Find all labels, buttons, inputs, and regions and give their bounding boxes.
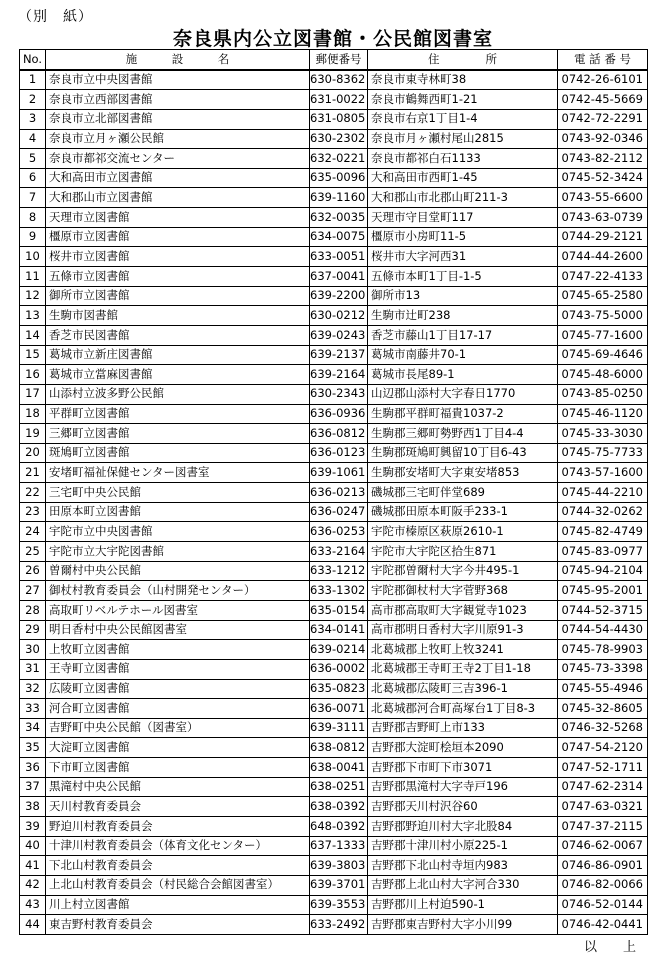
phone-number: 0746-42-0441 — [558, 915, 648, 935]
row-number: 42 — [20, 875, 46, 895]
phone-number: 0747-63-0321 — [558, 797, 648, 817]
address: 天理市守目堂町117 — [368, 208, 558, 228]
address: 高市郡明日香村大字川原91-3 — [368, 620, 558, 640]
phone-number: 0745-52-3424 — [558, 168, 648, 188]
address: 吉野郡天川村沢谷60 — [368, 797, 558, 817]
phone-number: 0743-55-6600 — [558, 188, 648, 208]
table-row — [20, 325, 648, 345]
postal-code: 638-0251 — [310, 777, 368, 797]
table-row — [20, 463, 648, 483]
table-row — [20, 699, 648, 719]
row-number: 36 — [20, 758, 46, 778]
facility-name: 葛城市立當麻図書館 — [46, 365, 310, 385]
row-number: 4 — [20, 129, 46, 149]
header-no: No. — [20, 50, 46, 70]
facility-name: 吉野町中央公民館（図書室） — [46, 718, 310, 738]
table-row — [20, 640, 648, 660]
table-row — [20, 816, 648, 836]
row-number: 44 — [20, 915, 46, 935]
facility-name: 奈良市立中央図書館 — [46, 70, 310, 90]
table-row — [20, 542, 648, 562]
table-row — [20, 208, 648, 228]
row-number: 5 — [20, 149, 46, 169]
phone-number: 0745-33-3030 — [558, 424, 648, 444]
phone-number: 0743-57-1600 — [558, 463, 648, 483]
row-number: 25 — [20, 542, 46, 562]
table-row — [20, 679, 648, 699]
row-number: 20 — [20, 443, 46, 463]
row-number: 32 — [20, 679, 46, 699]
library-directory-table — [19, 49, 648, 935]
row-number: 22 — [20, 483, 46, 503]
table-row — [20, 109, 648, 129]
address: 葛城市南藤井70-1 — [368, 345, 558, 365]
address: 高市郡高取町大字観覚寺1023 — [368, 600, 558, 620]
table-row — [20, 384, 648, 404]
table-row — [20, 168, 648, 188]
address: 吉野郡野迫川村大字北股84 — [368, 816, 558, 836]
facility-name: 五條市立図書館 — [46, 267, 310, 287]
row-number: 43 — [20, 895, 46, 915]
facility-name: 広陵町立図書館 — [46, 679, 310, 699]
phone-number: 0746-62-0067 — [558, 836, 648, 856]
phone-number: 0745-55-4946 — [558, 679, 648, 699]
address: 北葛城郡広陵町三吉396-1 — [368, 679, 558, 699]
facility-name: 大和郡山市立図書館 — [46, 188, 310, 208]
phone-number: 0747-52-1711 — [558, 758, 648, 778]
row-number: 16 — [20, 365, 46, 385]
postal-code: 638-0041 — [310, 758, 368, 778]
postal-code: 633-1302 — [310, 581, 368, 601]
facility-name: 河合町立図書館 — [46, 699, 310, 719]
phone-number: 0744-44-2600 — [558, 247, 648, 267]
address: 奈良市右京1丁目1-4 — [368, 109, 558, 129]
address: 吉野郡上北山村大字河合330 — [368, 875, 558, 895]
row-number: 2 — [20, 90, 46, 110]
phone-number: 0745-46-1120 — [558, 404, 648, 424]
address: 大和高田市西町1-45 — [368, 168, 558, 188]
row-number: 18 — [20, 404, 46, 424]
address: 生駒郡三郷町勢野西1丁目4-4 — [368, 424, 558, 444]
address: 吉野郡十津川村小原225-1 — [368, 836, 558, 856]
table-row — [20, 600, 648, 620]
row-number: 1 — [20, 70, 46, 90]
postal-code: 639-2164 — [310, 365, 368, 385]
phone-number: 0747-54-2120 — [558, 738, 648, 758]
phone-number: 0744-54-4430 — [558, 620, 648, 640]
table-row — [20, 365, 648, 385]
facility-name: 曽爾村中央公民館 — [46, 561, 310, 581]
postal-code: 636-0812 — [310, 424, 368, 444]
postal-code: 635-0096 — [310, 168, 368, 188]
row-number: 15 — [20, 345, 46, 365]
facility-name: 宇陀市立中央図書館 — [46, 522, 310, 542]
postal-code: 630-8362 — [310, 70, 368, 90]
postal-code: 637-0041 — [310, 267, 368, 287]
postal-code: 635-0823 — [310, 679, 368, 699]
table-row — [20, 424, 648, 444]
phone-number: 0745-73-3398 — [558, 659, 648, 679]
table-row — [20, 856, 648, 876]
postal-code: 639-3553 — [310, 895, 368, 915]
facility-name: 奈良市立西部図書館 — [46, 90, 310, 110]
facility-name: 奈良市立北部図書館 — [46, 109, 310, 129]
postal-code: 636-0936 — [310, 404, 368, 424]
facility-name: 十津川村教育委員会（体育文化センター） — [46, 836, 310, 856]
row-number: 14 — [20, 325, 46, 345]
row-number: 33 — [20, 699, 46, 719]
row-number: 3 — [20, 109, 46, 129]
postal-code: 636-0123 — [310, 443, 368, 463]
row-number: 17 — [20, 384, 46, 404]
address: 吉野郡下市町下市3071 — [368, 758, 558, 778]
address: 橿原市小房町11-5 — [368, 227, 558, 247]
address: 香芝市藤山1丁目17-17 — [368, 325, 558, 345]
address: 奈良市月ヶ瀬村尾山2815 — [368, 129, 558, 149]
phone-number: 0746-82-0066 — [558, 875, 648, 895]
phone-number: 0743-92-0346 — [558, 129, 648, 149]
row-number: 29 — [20, 620, 46, 640]
facility-name: 平群町立図書館 — [46, 404, 310, 424]
row-number: 6 — [20, 168, 46, 188]
address: 奈良市都祁白石1133 — [368, 149, 558, 169]
phone-number: 0746-86-0901 — [558, 856, 648, 876]
table-row — [20, 188, 648, 208]
facility-name: 下市町立図書館 — [46, 758, 310, 778]
facility-name: 山添村立波多野公民館 — [46, 384, 310, 404]
table-header-row — [20, 50, 648, 70]
address: 五條市本町1丁目-1-5 — [368, 267, 558, 287]
phone-number: 0746-32-5268 — [558, 718, 648, 738]
phone-number: 0745-75-7733 — [558, 443, 648, 463]
phone-number: 0745-32-8605 — [558, 699, 648, 719]
postal-code: 639-2200 — [310, 286, 368, 306]
postal-code: 636-0253 — [310, 522, 368, 542]
row-number: 13 — [20, 306, 46, 326]
postal-code: 630-0212 — [310, 306, 368, 326]
address: 生駒郡斑鳩町興留10丁目6-43 — [368, 443, 558, 463]
table-row — [20, 286, 648, 306]
address: 葛城市長尾89-1 — [368, 365, 558, 385]
phone-number: 0745-44-2210 — [558, 483, 648, 503]
closing-mark: 以上 — [584, 940, 663, 955]
address: 北葛城郡上牧町上牧3241 — [368, 640, 558, 660]
phone-number: 0744-29-2121 — [558, 227, 648, 247]
phone-number: 0745-95-2001 — [558, 581, 648, 601]
address: 磯城郡田原本町阪手233-1 — [368, 502, 558, 522]
row-number: 28 — [20, 600, 46, 620]
table-row — [20, 149, 648, 169]
postal-code: 639-1160 — [310, 188, 368, 208]
facility-name: 三宅町中央公民館 — [46, 483, 310, 503]
address: 吉野郡東吉野村大字小川99 — [368, 915, 558, 935]
facility-name: 斑鳩町立図書館 — [46, 443, 310, 463]
table-row — [20, 247, 648, 267]
facility-name: 香芝市民図書館 — [46, 325, 310, 345]
postal-code: 631-0805 — [310, 109, 368, 129]
table-row — [20, 797, 648, 817]
phone-number: 0745-48-6000 — [558, 365, 648, 385]
annex-label: （別 紙） — [18, 9, 93, 25]
facility-name: 御杖村教育委員会（山村開発センター） — [46, 581, 310, 601]
facility-name: 上牧町立図書館 — [46, 640, 310, 660]
address: 奈良市東寺林町38 — [368, 70, 558, 90]
phone-number: 0746-52-0144 — [558, 895, 648, 915]
address: 大和郡山市北郡山町211-3 — [368, 188, 558, 208]
header-facility-name: 施 設 名 — [46, 50, 310, 70]
table-row — [20, 129, 648, 149]
phone-number: 0743-75-5000 — [558, 306, 648, 326]
row-number: 41 — [20, 856, 46, 876]
row-number: 30 — [20, 640, 46, 660]
facility-name: 大和高田市立図書館 — [46, 168, 310, 188]
facility-name: 橿原市立図書館 — [46, 227, 310, 247]
facility-name: 野迫川村教育委員会 — [46, 816, 310, 836]
row-number: 31 — [20, 659, 46, 679]
address: 宇陀郡御杖村大字菅野368 — [368, 581, 558, 601]
address: 宇陀市榛原区萩原2610-1 — [368, 522, 558, 542]
phone-number: 0742-45-5669 — [558, 90, 648, 110]
phone-number: 0745-83-0977 — [558, 542, 648, 562]
facility-name: 王寺町立図書館 — [46, 659, 310, 679]
postal-code: 633-2492 — [310, 915, 368, 935]
table-row — [20, 659, 648, 679]
table-row — [20, 306, 648, 326]
table-row — [20, 522, 648, 542]
row-number: 9 — [20, 227, 46, 247]
postal-code: 633-0051 — [310, 247, 368, 267]
facility-name: 桜井市立図書館 — [46, 247, 310, 267]
phone-number: 0747-62-2314 — [558, 777, 648, 797]
facility-name: 生駒市図書館 — [46, 306, 310, 326]
postal-code: 639-0214 — [310, 640, 368, 660]
row-number: 11 — [20, 267, 46, 287]
address: 生駒郡安堵町大字東安堵853 — [368, 463, 558, 483]
phone-number: 0742-26-6101 — [558, 70, 648, 90]
row-number: 24 — [20, 522, 46, 542]
table-row — [20, 895, 648, 915]
facility-name: 東吉野村教育委員会 — [46, 915, 310, 935]
facility-name: 下北山村教育委員会 — [46, 856, 310, 876]
postal-code: 632-0035 — [310, 208, 368, 228]
facility-name: 田原本町立図書館 — [46, 502, 310, 522]
postal-code: 636-0247 — [310, 502, 368, 522]
row-number: 34 — [20, 718, 46, 738]
table-row — [20, 836, 648, 856]
address: 宇陀郡曽爾村大字今井495-1 — [368, 561, 558, 581]
table-row — [20, 758, 648, 778]
postal-code: 634-0075 — [310, 227, 368, 247]
table-row — [20, 70, 648, 90]
phone-number: 0747-22-4133 — [558, 267, 648, 287]
postal-code: 639-3111 — [310, 718, 368, 738]
table-row — [20, 90, 648, 110]
address: 山辺郡山添村大字春日1770 — [368, 384, 558, 404]
table-row — [20, 875, 648, 895]
row-number: 21 — [20, 463, 46, 483]
phone-number: 0742-72-2291 — [558, 109, 648, 129]
postal-code: 633-1212 — [310, 561, 368, 581]
facility-name: 奈良市立月ヶ瀬公民館 — [46, 129, 310, 149]
phone-number: 0745-69-4646 — [558, 345, 648, 365]
row-number: 38 — [20, 797, 46, 817]
header-postal-code: 郵便番号 — [310, 50, 368, 70]
table-row — [20, 738, 648, 758]
address: 生駒市辻町238 — [368, 306, 558, 326]
postal-code: 639-2137 — [310, 345, 368, 365]
row-number: 40 — [20, 836, 46, 856]
table-row — [20, 443, 648, 463]
postal-code: 634-0141 — [310, 620, 368, 640]
phone-number: 0745-65-2580 — [558, 286, 648, 306]
row-number: 26 — [20, 561, 46, 581]
phone-number: 0744-52-3715 — [558, 600, 648, 620]
row-number: 27 — [20, 581, 46, 601]
row-number: 39 — [20, 816, 46, 836]
facility-name: 奈良市都祁交流センター — [46, 149, 310, 169]
postal-code: 630-2302 — [310, 129, 368, 149]
table-row — [20, 915, 648, 935]
row-number: 12 — [20, 286, 46, 306]
postal-code: 635-0154 — [310, 600, 368, 620]
row-number: 23 — [20, 502, 46, 522]
postal-code: 636-0071 — [310, 699, 368, 719]
address: 北葛城郡河合町高塚台1丁目8-3 — [368, 699, 558, 719]
table-row — [20, 777, 648, 797]
facility-name: 御所市立図書館 — [46, 286, 310, 306]
phone-number: 0745-82-4749 — [558, 522, 648, 542]
facility-name: 天理市立図書館 — [46, 208, 310, 228]
postal-code: 639-3803 — [310, 856, 368, 876]
table-row — [20, 561, 648, 581]
address: 吉野郡黒滝村大字寺戸196 — [368, 777, 558, 797]
facility-name: 宇陀市立大宇陀図書館 — [46, 542, 310, 562]
phone-number: 0747-37-2115 — [558, 816, 648, 836]
phone-number: 0745-78-9903 — [558, 640, 648, 660]
address: 御所市13 — [368, 286, 558, 306]
address: 生駒郡平群町福貴1037-2 — [368, 404, 558, 424]
postal-code: 630-2343 — [310, 384, 368, 404]
header-phone: 電 話 番 号 — [558, 50, 648, 70]
facility-name: 上北山村教育委員会（村民総合会館図書室） — [46, 875, 310, 895]
row-number: 7 — [20, 188, 46, 208]
phone-number: 0745-77-1600 — [558, 325, 648, 345]
document-title: 奈良県内公立図書館・公民館図書室 — [172, 28, 493, 50]
postal-code: 638-0392 — [310, 797, 368, 817]
address: 吉野郡大淀町桧垣本2090 — [368, 738, 558, 758]
postal-code: 639-3701 — [310, 875, 368, 895]
postal-code: 632-0221 — [310, 149, 368, 169]
postal-code: 639-1061 — [310, 463, 368, 483]
table-row — [20, 620, 648, 640]
phone-number: 0743-85-0250 — [558, 384, 648, 404]
postal-code: 633-2164 — [310, 542, 368, 562]
address: 吉野郡吉野町上市133 — [368, 718, 558, 738]
table-row — [20, 718, 648, 738]
table-row — [20, 502, 648, 522]
address: 宇陀市大宇陀区拾生871 — [368, 542, 558, 562]
facility-name: 天川村教育委員会 — [46, 797, 310, 817]
table-row — [20, 581, 648, 601]
facility-name: 川上村立図書館 — [46, 895, 310, 915]
phone-number: 0743-82-2112 — [558, 149, 648, 169]
facility-name: 高取町リベルテホール図書室 — [46, 600, 310, 620]
address: 吉野郡下北山村寺垣内983 — [368, 856, 558, 876]
postal-code: 631-0022 — [310, 90, 368, 110]
postal-code: 638-0812 — [310, 738, 368, 758]
table-row — [20, 267, 648, 287]
row-number: 19 — [20, 424, 46, 444]
address: 奈良市鶴舞西町1-21 — [368, 90, 558, 110]
row-number: 37 — [20, 777, 46, 797]
facility-name: 黒滝村中央公民館 — [46, 777, 310, 797]
postal-code: 648-0392 — [310, 816, 368, 836]
address: 北葛城郡王寺町王寺2丁目1-18 — [368, 659, 558, 679]
address: 磯城郡三宅町伴堂689 — [368, 483, 558, 503]
facility-name: 大淀町立図書館 — [46, 738, 310, 758]
address: 桜井市大字河西31 — [368, 247, 558, 267]
table-row — [20, 227, 648, 247]
phone-number: 0743-63-0739 — [558, 208, 648, 228]
facility-name: 明日香村中央公民館図書室 — [46, 620, 310, 640]
phone-number: 0744-32-0262 — [558, 502, 648, 522]
facility-name: 安堵町福祉保健センター図書室 — [46, 463, 310, 483]
header-address: 住 所 — [368, 50, 558, 70]
postal-code: 636-0213 — [310, 483, 368, 503]
table-row — [20, 404, 648, 424]
table-row — [20, 483, 648, 503]
table-row — [20, 345, 648, 365]
address: 吉野郡川上村迫590-1 — [368, 895, 558, 915]
facility-name: 葛城市立新庄図書館 — [46, 345, 310, 365]
row-number: 8 — [20, 208, 46, 228]
postal-code: 636-0002 — [310, 659, 368, 679]
row-number: 35 — [20, 738, 46, 758]
phone-number: 0745-94-2104 — [558, 561, 648, 581]
postal-code: 639-0243 — [310, 325, 368, 345]
facility-name: 三郷町立図書館 — [46, 424, 310, 444]
row-number: 10 — [20, 247, 46, 267]
postal-code: 637-1333 — [310, 836, 368, 856]
